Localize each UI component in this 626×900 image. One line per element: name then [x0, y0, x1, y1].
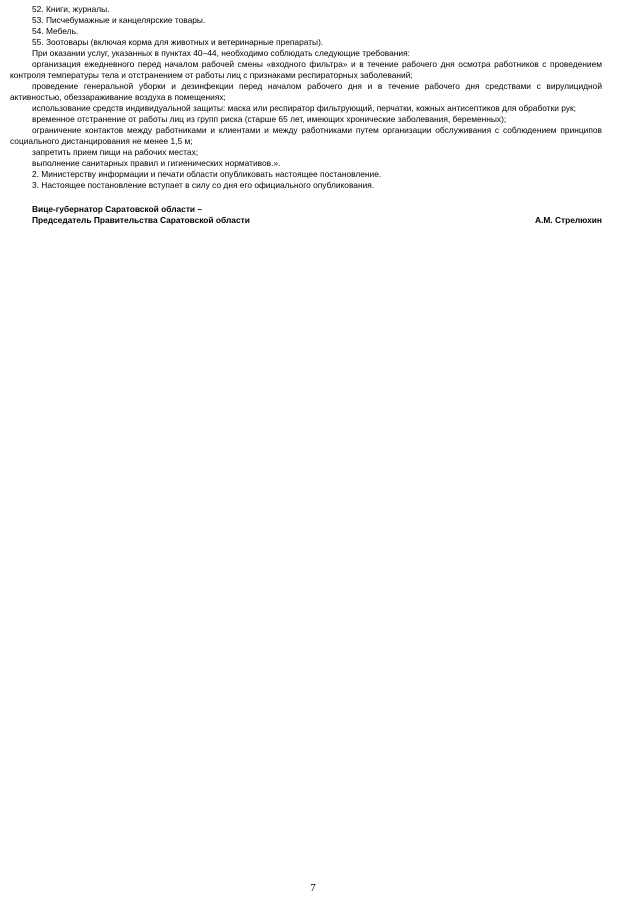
- paragraph: 55. Зоотовары (включая корма для животных и ветеринарные препараты).: [32, 37, 324, 47]
- signatory-position-line1: Вице-губернатор Саратовской области –: [32, 204, 203, 214]
- page-number: 7: [310, 882, 316, 894]
- paragraph: 2. Министерству информации и печати области опубликовать настоящее постановление.: [32, 169, 382, 179]
- paragraph: 53. Писчебумажные и канцелярские товары.: [32, 15, 206, 25]
- document-body: [10, 4, 602, 226]
- paragraph: ограничение контактов между работниками и клиентами и между работниками путем организации обслуживания с соблюдением принципов социального дистанцирования не менее 1,5 м;: [10, 125, 602, 146]
- signature-block: [10, 204, 602, 226]
- signatory-position-line2: Председатель Правительства Саратовской области: [32, 215, 250, 225]
- paragraph: При оказании услуг, указанных в пунктах 40–44, необходимо соблюдать следующие требования:: [32, 48, 410, 58]
- paragraph: проведение генеральной уборки и дезинфекции перед началом рабочего дня и в течение рабочего дня средствами с вирулицидной активностью, обеззараживание воздуха в помещениях;: [10, 81, 602, 102]
- paragraph: организация ежедневного перед началом рабочей смены «входного фильтра» и в течение рабочего дня осмотра работников с проведением контроля температуры тела и отстранением от работы лиц с признаками респираторных заболеваний;: [10, 59, 602, 80]
- paragraph: выполнение санитарных правил и гигиенических нормативов.».: [32, 158, 281, 168]
- paragraph: временное отстранение от работы лиц из групп риска (старше 65 лет, имеющих хронические заболевания, беременных);: [32, 114, 507, 124]
- paragraph: 54. Мебель.: [32, 26, 79, 36]
- signatory-name: А.М. Стрелюхин: [534, 215, 602, 225]
- paragraph: использование средств индивидуальной защиты: маска или респиратор фильтрующий, перчатки, кожных антисептиков для обработки рук;: [32, 103, 576, 113]
- paragraph: 3. Настоящее постановление вступает в силу со дня его официального опубликования.: [32, 180, 375, 190]
- paragraph: 52. Книги, журналы.: [32, 4, 110, 14]
- paragraph: запретить прием пищи на рабочих местах;: [32, 147, 199, 157]
- signature-row: [32, 215, 602, 226]
